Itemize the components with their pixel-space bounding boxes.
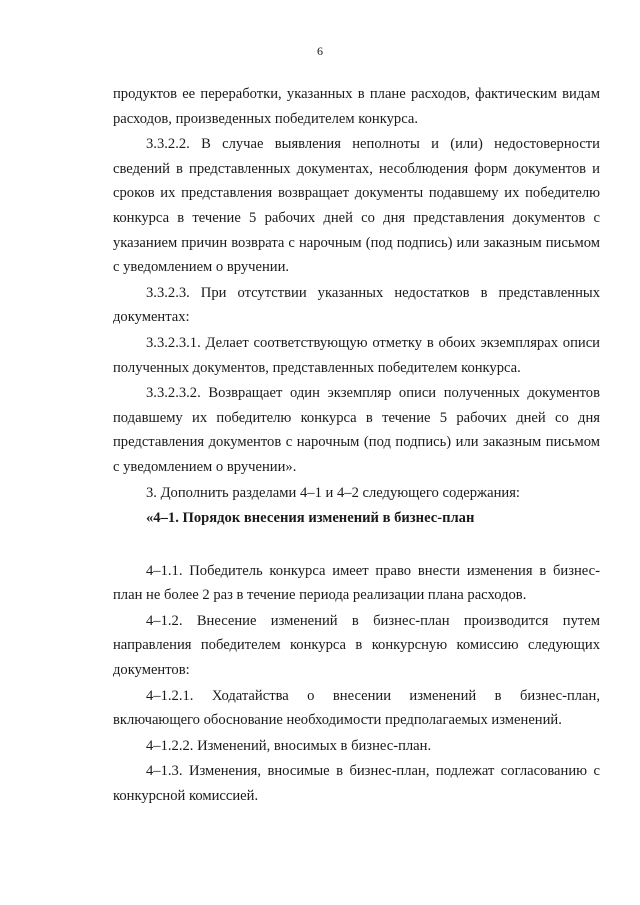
- paragraph-3-3-2-3-1: 3.3.2.3.1. Делает соответствующую отметку в обоих экземплярах описи полученных документов, представленных победителем конкурса.: [113, 334, 600, 376]
- paragraph-4-1-2-1: 4–1.2.1. Ходатайства о внесении изменений в бизнес-план, включающего обоснование необходимости предполагаемых изменений.: [113, 687, 600, 729]
- paragraph-4-1-2-2: 4–1.2.2. Изменений, вносимых в бизнес-план.: [146, 737, 432, 754]
- paragraph-continuation: продуктов ее переработки, указанных в плане расходов, фактическим видам расходов, произведенных победителем конкурса.: [113, 86, 600, 127]
- paragraph-3-3-2-3: 3.3.2.3. При отсутствии указанных недостатков в представленных документах:: [113, 284, 600, 326]
- document-body: [113, 82, 600, 810]
- paragraph-3-3-2-3-2: 3.3.2.3.2. Возвращает один экземпляр описи полученных документов подавшему их победителю конкурса в течение 5 рабочих дней со дня представления документов с нарочным (под подпись) или заказным письмом с уведомлением о вручении».: [113, 385, 600, 475]
- page-number: 6: [317, 44, 323, 58]
- section-heading-4-1: «4–1. Порядок внесения изменений в бизнес-план: [146, 510, 475, 527]
- paragraph-item-3: 3. Дополнить разделами 4–1 и 4–2 следующего содержания:: [146, 484, 520, 501]
- paragraph-4-1-2: 4–1.2. Внесение изменений в бизнес-план производится путем направления победителем конкурса в конкурсную комиссию следующих документов:: [113, 612, 600, 679]
- paragraph-4-1-1: 4–1.1. Победитель конкурса имеет право внести изменения в бизнес-план не более 2 раз в течение периода реализации плана расходов.: [113, 562, 600, 604]
- paragraph-3-3-2-2: 3.3.2.2. В случае выявления неполноты и (или) недостоверности сведений в представленных документах, несоблюдения форм документов и сроков их представления возвращает документы подавшему их победителю конкурса в течение 5 рабочих дней со дня представления документов с указанием причин возврата с нарочным (под подпись) или заказным письмом с уведомлением о вручении.: [113, 136, 600, 276]
- paragraph-4-1-3: 4–1.3. Изменения, вносимые в бизнес-план, подлежат согласованию с конкурсной комиссией.: [113, 763, 600, 805]
